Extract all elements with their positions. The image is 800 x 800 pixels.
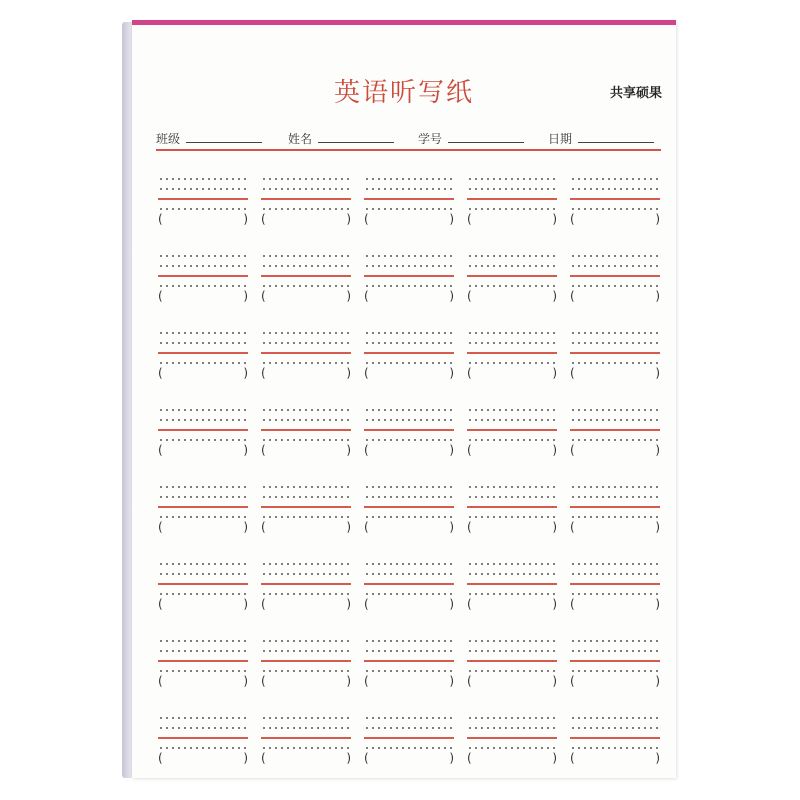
dotted-guide-line [158, 439, 248, 441]
dotted-guide-line [364, 670, 454, 672]
dotted-guide-line [570, 332, 660, 334]
dotted-guide-line [261, 573, 351, 575]
answer-open-paren: ( [158, 520, 163, 534]
answer-close-paren: ) [346, 212, 351, 226]
dotted-guide-line [570, 717, 660, 719]
dotted-guide-line [570, 747, 660, 749]
dictation-cell[interactable] [467, 399, 557, 459]
dotted-guide-line [467, 285, 557, 287]
dotted-guide-line [158, 486, 248, 488]
answer-close-paren: ) [449, 443, 454, 457]
answer-close-paren: ) [243, 366, 248, 380]
dotted-guide-line [570, 362, 660, 364]
answer-open-paren: ( [467, 289, 472, 303]
dotted-guide-line [570, 593, 660, 595]
baseline-red-line [261, 583, 351, 585]
answer-close-paren: ) [243, 289, 248, 303]
dictation-cell[interactable] [570, 322, 660, 382]
baseline-red-line [364, 352, 454, 354]
dictation-cell[interactable] [467, 630, 557, 690]
dotted-guide-line [570, 285, 660, 287]
name-field[interactable] [288, 130, 394, 147]
header-fields [156, 130, 661, 150]
dotted-guide-line [261, 265, 351, 267]
answer-open-paren: ( [261, 443, 266, 457]
dictation-cell[interactable] [261, 630, 351, 690]
dotted-guide-line [570, 650, 660, 652]
dotted-guide-line [261, 439, 351, 441]
dotted-guide-line [364, 486, 454, 488]
dotted-guide-line [261, 727, 351, 729]
dotted-guide-line [364, 178, 454, 180]
answer-open-paren: ( [261, 212, 266, 226]
dictation-cell[interactable] [158, 399, 248, 459]
answer-close-paren: ) [243, 597, 248, 611]
answer-open-paren: ( [158, 674, 163, 688]
dotted-guide-line [467, 717, 557, 719]
dotted-guide-line [158, 362, 248, 364]
date-label: 日期 [548, 132, 573, 146]
dotted-guide-line [364, 516, 454, 518]
answer-close-paren: ) [449, 520, 454, 534]
answer-close-paren: ) [449, 751, 454, 765]
student-id-blank[interactable] [448, 131, 524, 143]
dotted-guide-line [570, 409, 660, 411]
name-label: 姓名 [288, 132, 313, 146]
dotted-guide-line [261, 419, 351, 421]
dotted-guide-line [158, 573, 248, 575]
answer-close-paren: ) [243, 751, 248, 765]
dotted-guide-line [467, 265, 557, 267]
answer-close-paren: ) [552, 520, 557, 534]
dictation-cell[interactable] [158, 630, 248, 690]
dotted-guide-line [570, 439, 660, 441]
student-id-field[interactable] [418, 130, 524, 147]
dotted-guide-line [364, 362, 454, 364]
baseline-red-line [261, 660, 351, 662]
dotted-guide-line [158, 593, 248, 595]
dictation-cell[interactable] [570, 476, 660, 536]
dotted-guide-line [261, 747, 351, 749]
dictation-cell[interactable] [570, 630, 660, 690]
sheet-title: 英语听写纸 [333, 78, 474, 108]
dotted-guide-line [261, 670, 351, 672]
dictation-cell[interactable] [364, 245, 454, 305]
dotted-guide-line [467, 342, 557, 344]
dictation-cell[interactable] [158, 245, 248, 305]
dotted-guide-line [364, 747, 454, 749]
dictation-cell[interactable] [364, 168, 454, 228]
dictation-cell[interactable] [261, 707, 351, 767]
dotted-guide-line [364, 727, 454, 729]
answer-open-paren: ( [570, 443, 575, 457]
baseline-red-line [467, 737, 557, 739]
baseline-red-line [467, 352, 557, 354]
dictation-cell[interactable] [158, 553, 248, 613]
answer-open-paren: ( [570, 289, 575, 303]
answer-open-paren: ( [158, 212, 163, 226]
answer-close-paren: ) [346, 289, 351, 303]
answer-close-paren: ) [449, 674, 454, 688]
dotted-guide-line [570, 255, 660, 257]
dotted-guide-line [261, 516, 351, 518]
baseline-red-line [261, 506, 351, 508]
answer-open-paren: ( [467, 674, 472, 688]
class-label: 班级 [156, 132, 181, 146]
answer-open-paren: ( [364, 212, 369, 226]
dotted-guide-line [158, 265, 248, 267]
dotted-guide-line [158, 727, 248, 729]
answer-open-paren: ( [364, 289, 369, 303]
dotted-guide-line [467, 747, 557, 749]
dotted-guide-line [158, 670, 248, 672]
dotted-guide-line [261, 496, 351, 498]
answer-close-paren: ) [655, 443, 660, 457]
answer-close-paren: ) [655, 597, 660, 611]
dotted-guide-line [570, 573, 660, 575]
dotted-guide-line [364, 496, 454, 498]
answer-close-paren: ) [346, 674, 351, 688]
dotted-guide-line [364, 342, 454, 344]
answer-close-paren: ) [655, 674, 660, 688]
answer-open-paren: ( [364, 366, 369, 380]
header-rule [156, 149, 661, 151]
class-field[interactable] [156, 130, 262, 147]
answer-open-paren: ( [570, 212, 575, 226]
dictation-cell[interactable] [364, 707, 454, 767]
dotted-guide-line [364, 285, 454, 287]
dotted-guide-line [467, 362, 557, 364]
dotted-guide-line [158, 419, 248, 421]
answer-open-paren: ( [570, 520, 575, 534]
dictation-cell[interactable] [364, 630, 454, 690]
baseline-red-line [364, 737, 454, 739]
answer-open-paren: ( [261, 520, 266, 534]
answer-close-paren: ) [552, 597, 557, 611]
date-blank[interactable] [578, 131, 654, 143]
baseline-red-line [467, 506, 557, 508]
answer-close-paren: ) [655, 366, 660, 380]
answer-open-paren: ( [467, 212, 472, 226]
dotted-guide-line [158, 717, 248, 719]
baseline-red-line [467, 660, 557, 662]
dotted-guide-line [261, 178, 351, 180]
answer-close-paren: ) [243, 674, 248, 688]
answer-open-paren: ( [467, 520, 472, 534]
dotted-guide-line [467, 419, 557, 421]
baseline-red-line [467, 583, 557, 585]
dotted-guide-line [570, 342, 660, 344]
answer-open-paren: ( [467, 597, 472, 611]
dotted-guide-line [261, 285, 351, 287]
answer-open-paren: ( [467, 366, 472, 380]
dictation-cell[interactable] [364, 553, 454, 613]
dotted-guide-line [570, 727, 660, 729]
dotted-guide-line [261, 362, 351, 364]
baseline-red-line [570, 737, 660, 739]
answer-open-paren: ( [158, 366, 163, 380]
answer-close-paren: ) [449, 597, 454, 611]
dotted-guide-line [467, 496, 557, 498]
dotted-guide-line [364, 593, 454, 595]
answer-open-paren: ( [158, 289, 163, 303]
dictation-cell[interactable] [158, 707, 248, 767]
dotted-guide-line [467, 516, 557, 518]
dotted-guide-line [570, 208, 660, 210]
dotted-guide-line [364, 419, 454, 421]
dictation-cell[interactable] [467, 322, 557, 382]
dotted-guide-line [364, 255, 454, 257]
dotted-guide-line [570, 188, 660, 190]
dotted-guide-line [261, 640, 351, 642]
dotted-guide-line [158, 332, 248, 334]
dictation-cell[interactable] [467, 553, 557, 613]
dotted-guide-line [467, 563, 557, 565]
dictation-cell[interactable] [570, 553, 660, 613]
name-blank[interactable] [318, 131, 394, 143]
dictation-cell[interactable] [570, 245, 660, 305]
brand-label: 共享硕果 [609, 86, 662, 101]
baseline-red-line [158, 583, 248, 585]
dotted-guide-line [467, 640, 557, 642]
baseline-red-line [467, 429, 557, 431]
dotted-guide-line [261, 486, 351, 488]
dotted-guide-line [364, 573, 454, 575]
baseline-red-line [158, 737, 248, 739]
dotted-guide-line [158, 178, 248, 180]
answer-open-paren: ( [364, 443, 369, 457]
baseline-red-line [364, 660, 454, 662]
answer-open-paren: ( [261, 751, 266, 765]
dotted-guide-line [364, 332, 454, 334]
answer-open-paren: ( [570, 674, 575, 688]
answer-close-paren: ) [346, 751, 351, 765]
baseline-red-line [467, 198, 557, 200]
baseline-red-line [570, 660, 660, 662]
dictation-cell[interactable] [467, 168, 557, 228]
dotted-guide-line [570, 496, 660, 498]
dotted-guide-line [467, 727, 557, 729]
dotted-guide-line [467, 650, 557, 652]
dictation-cell[interactable] [364, 322, 454, 382]
dotted-guide-line [158, 516, 248, 518]
answer-open-paren: ( [158, 751, 163, 765]
dictation-cell[interactable] [467, 245, 557, 305]
dictation-cell[interactable] [158, 168, 248, 228]
dotted-guide-line [570, 563, 660, 565]
answer-open-paren: ( [570, 597, 575, 611]
baseline-red-line [570, 352, 660, 354]
dotted-guide-line [467, 208, 557, 210]
dotted-guide-line [261, 409, 351, 411]
dictation-cell[interactable] [261, 553, 351, 613]
baseline-red-line [364, 198, 454, 200]
dictation-cell[interactable] [570, 399, 660, 459]
dotted-guide-line [467, 486, 557, 488]
answer-open-paren: ( [467, 443, 472, 457]
baseline-red-line [261, 352, 351, 354]
dotted-guide-line [364, 265, 454, 267]
dotted-guide-line [158, 342, 248, 344]
dotted-guide-line [261, 717, 351, 719]
baseline-red-line [364, 275, 454, 277]
dotted-guide-line [467, 409, 557, 411]
answer-close-paren: ) [346, 597, 351, 611]
dotted-guide-line [364, 439, 454, 441]
answer-close-paren: ) [449, 289, 454, 303]
baseline-red-line [158, 198, 248, 200]
answer-close-paren: ) [346, 520, 351, 534]
answer-open-paren: ( [364, 751, 369, 765]
dotted-guide-line [158, 650, 248, 652]
answer-close-paren: ) [449, 212, 454, 226]
answer-open-paren: ( [364, 597, 369, 611]
dotted-guide-line [570, 419, 660, 421]
dictation-cell[interactable] [570, 707, 660, 767]
baseline-red-line [467, 275, 557, 277]
dotted-guide-line [158, 409, 248, 411]
dotted-guide-line [364, 717, 454, 719]
dotted-guide-line [467, 439, 557, 441]
baseline-red-line [158, 660, 248, 662]
answer-close-paren: ) [243, 212, 248, 226]
dotted-guide-line [158, 188, 248, 190]
baseline-red-line [158, 506, 248, 508]
dotted-guide-line [467, 332, 557, 334]
baseline-red-line [261, 737, 351, 739]
baseline-red-line [364, 429, 454, 431]
answer-open-paren: ( [364, 520, 369, 534]
dotted-guide-line [364, 563, 454, 565]
dotted-guide-line [261, 255, 351, 257]
baseline-red-line [570, 198, 660, 200]
dotted-guide-line [261, 650, 351, 652]
answer-open-paren: ( [261, 597, 266, 611]
dotted-guide-line [261, 342, 351, 344]
dotted-guide-line [158, 640, 248, 642]
class-blank[interactable] [186, 131, 262, 143]
dotted-guide-line [467, 670, 557, 672]
dictation-sheet [132, 20, 676, 778]
answer-open-paren: ( [158, 443, 163, 457]
dotted-guide-line [158, 285, 248, 287]
dotted-guide-line [570, 265, 660, 267]
dictation-cell[interactable] [570, 168, 660, 228]
dotted-guide-line [158, 563, 248, 565]
dictation-cell[interactable] [261, 476, 351, 536]
answer-close-paren: ) [552, 289, 557, 303]
baseline-red-line [261, 198, 351, 200]
answer-close-paren: ) [346, 366, 351, 380]
dotted-guide-line [158, 255, 248, 257]
dotted-guide-line [364, 650, 454, 652]
baseline-red-line [261, 429, 351, 431]
date-field[interactable] [548, 130, 654, 147]
dotted-guide-line [570, 640, 660, 642]
dictation-cell[interactable] [364, 476, 454, 536]
dotted-guide-line [570, 670, 660, 672]
dotted-guide-line [467, 255, 557, 257]
answer-close-paren: ) [655, 520, 660, 534]
dotted-guide-line [261, 188, 351, 190]
answer-open-paren: ( [158, 597, 163, 611]
answer-close-paren: ) [552, 443, 557, 457]
answer-open-paren: ( [261, 674, 266, 688]
answer-close-paren: ) [655, 751, 660, 765]
dotted-guide-line [158, 208, 248, 210]
answer-close-paren: ) [449, 366, 454, 380]
answer-open-paren: ( [570, 751, 575, 765]
answer-open-paren: ( [467, 751, 472, 765]
dictation-cell[interactable] [467, 476, 557, 536]
dotted-guide-line [364, 640, 454, 642]
baseline-red-line [158, 275, 248, 277]
answer-open-paren: ( [570, 366, 575, 380]
dictation-cell[interactable] [158, 322, 248, 382]
top-color-strip [132, 20, 676, 25]
dotted-guide-line [158, 496, 248, 498]
baseline-red-line [570, 506, 660, 508]
baseline-red-line [158, 429, 248, 431]
baseline-red-line [570, 275, 660, 277]
dotted-guide-line [467, 593, 557, 595]
dotted-guide-line [364, 208, 454, 210]
answer-close-paren: ) [243, 443, 248, 457]
dotted-guide-line [467, 188, 557, 190]
dotted-guide-line [261, 332, 351, 334]
dotted-guide-line [364, 188, 454, 190]
baseline-red-line [570, 429, 660, 431]
student-id-label: 学号 [418, 132, 443, 146]
answer-open-paren: ( [261, 289, 266, 303]
answer-open-paren: ( [261, 366, 266, 380]
dictation-cell[interactable] [261, 168, 351, 228]
dotted-guide-line [570, 178, 660, 180]
baseline-red-line [364, 506, 454, 508]
dotted-guide-line [467, 178, 557, 180]
dictation-cell[interactable] [158, 476, 248, 536]
dotted-guide-line [261, 208, 351, 210]
answer-open-paren: ( [364, 674, 369, 688]
dotted-guide-line [570, 486, 660, 488]
answer-close-paren: ) [552, 674, 557, 688]
answer-close-paren: ) [346, 443, 351, 457]
dictation-cell[interactable] [467, 707, 557, 767]
answer-close-paren: ) [552, 366, 557, 380]
dotted-guide-line [261, 563, 351, 565]
answer-close-paren: ) [655, 289, 660, 303]
dotted-guide-line [364, 409, 454, 411]
answer-close-paren: ) [552, 751, 557, 765]
answer-close-paren: ) [243, 520, 248, 534]
dotted-guide-line [570, 516, 660, 518]
dotted-guide-line [467, 573, 557, 575]
dictation-cell[interactable] [261, 322, 351, 382]
answer-close-paren: ) [655, 212, 660, 226]
baseline-red-line [261, 275, 351, 277]
dictation-cell[interactable] [261, 399, 351, 459]
dictation-cell[interactable] [364, 399, 454, 459]
baseline-red-line [364, 583, 454, 585]
dotted-guide-line [261, 593, 351, 595]
baseline-red-line [570, 583, 660, 585]
answer-close-paren: ) [552, 212, 557, 226]
baseline-red-line [158, 352, 248, 354]
dictation-cell[interactable] [261, 245, 351, 305]
dotted-guide-line [158, 747, 248, 749]
